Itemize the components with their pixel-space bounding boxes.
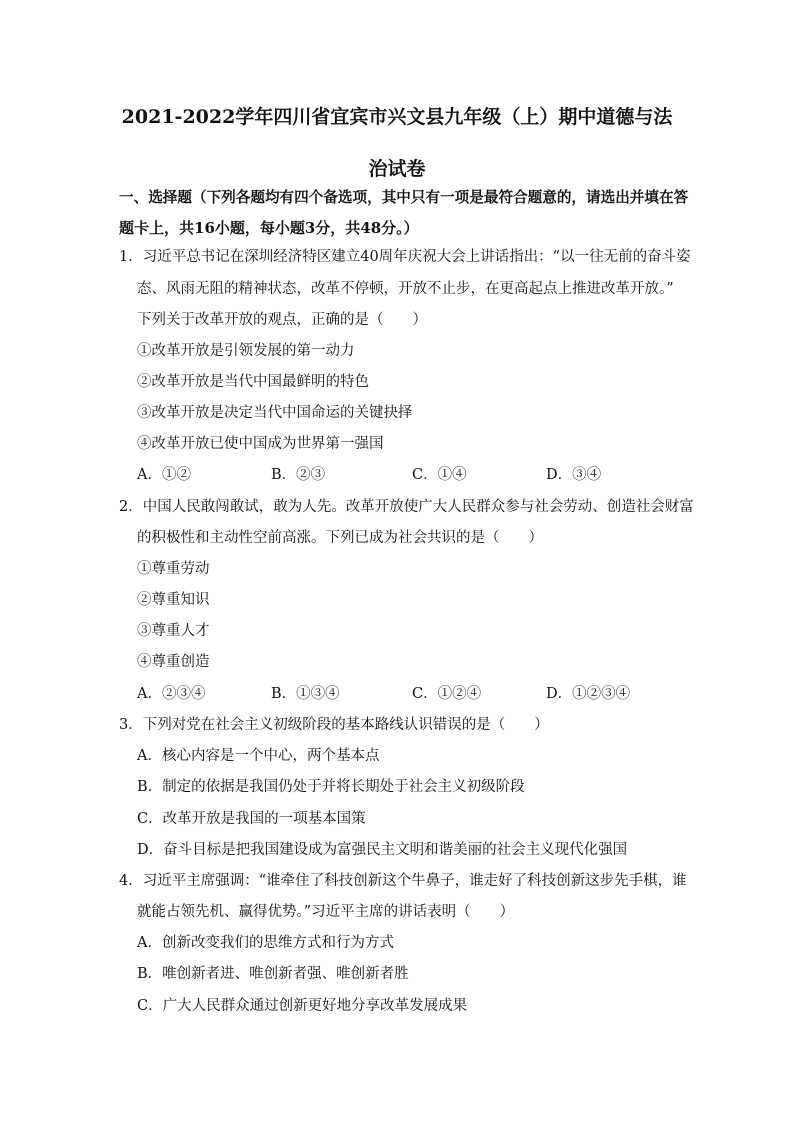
q1-option-c: C．①④: [412, 467, 467, 483]
q3-option-d: D．奋斗目标是把我国建设成为富强民主文明和谐美丽的社会主义现代化强国: [137, 842, 628, 858]
q1-option-d: D．③④: [546, 467, 602, 483]
q4-stem-line-2: 就能占领先机、赢得优势。”习近平主席的讲话表明（ ）: [137, 904, 515, 920]
q2-item-4: ④尊重创造: [137, 654, 210, 670]
q1-item-4: ④改革开放已使中国成为世界第一强国: [137, 436, 384, 452]
q2-option-b: B．①③④: [271, 686, 340, 702]
q2-option-c: C．①②④: [412, 686, 482, 702]
q2-option-a: A．②③④: [137, 686, 206, 702]
q1-item-3: ③改革开放是决定当代中国命运的关键抉择: [137, 405, 413, 421]
q2-item-1: ①尊重劳动: [137, 561, 210, 577]
q2-item-3: ③尊重人才: [137, 623, 210, 639]
q1-item-1: ①改革开放是引领发展的第一动力: [137, 343, 355, 359]
q1-option-b: B．②③: [271, 467, 326, 483]
exam-title-line-2: 治试卷: [368, 158, 426, 180]
section-heading-line-2: 题卡上，共16小题，每小题3分，共48分。）: [119, 219, 419, 237]
exam-title-line-1: 2021-2022学年四川省宜宾市兴文县九年级（上）期中道德与法: [121, 106, 673, 128]
q2-option-d: D．①②③④: [546, 686, 631, 702]
q4-option-c: C．广大人民群众通过创新更好地分享改革发展成果: [137, 998, 468, 1014]
q3-option-c: C．改革开放是我国的一项基本国策: [137, 811, 366, 827]
q3-stem-line-1: 3．下列对党在社会主义初级阶段的基本路线认识错误的是（ ）: [119, 717, 549, 733]
q3-option-a: A．核心内容是一个中心，两个基本点: [137, 748, 380, 764]
q3-option-b: B．制定的依据是我国仍处于并将长期处于社会主义初级阶段: [137, 779, 525, 795]
q1-stem-line-3: 下列关于改革开放的观点，正确的是（ ）: [137, 312, 427, 328]
q1-option-a: A．①②: [137, 467, 191, 483]
q2-item-2: ②尊重知识: [137, 592, 210, 608]
exam-title: [110, 98, 684, 188]
section-heading-line-1: 一、选择题（下列各题均有四个备选项，其中只有一项是最符合题意的，请选出并填在答: [119, 189, 689, 206]
q4-option-b: B．唯创新者进、唯创新者强、唯创新者胜: [137, 966, 409, 982]
q1-stem-line-2: 态、风雨无阻的精神状态，改革不停顿，开放不止步，在更高起点上推进改革开放。”: [137, 281, 674, 297]
q4-option-a: A．创新改变我们的思维方式和行为方式: [137, 935, 394, 951]
q2-stem-line-2: 的积极性和主动性空前高涨。下列已成为社会共识的是（ ）: [137, 530, 543, 546]
q4-stem-line-1: 4．习近平主席强调：“谁牵住了科技创新这个牛鼻子，谁走好了科技创新这步先手棋，谁: [119, 873, 687, 889]
section-heading: [119, 182, 694, 244]
q1-item-2: ②改革开放是当代中国最鲜明的特色: [137, 374, 369, 390]
q1-stem-line-1: 1．习近平总书记在深圳经济特区建立40周年庆祝大会上讲话指出：“以一往无前的奋斗姿: [119, 249, 691, 265]
q2-stem-line-1: 2．中国人民敢闯敢试，敢为人先。改革开放使广大人民群众参与社会劳动、创造社会财富: [119, 499, 694, 515]
